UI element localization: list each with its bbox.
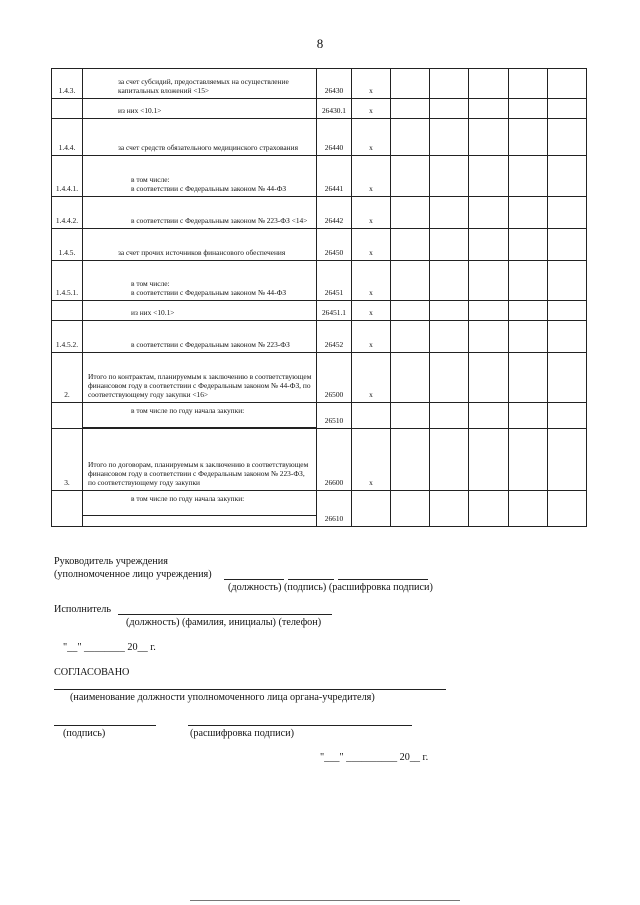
empty-cell bbox=[547, 321, 586, 353]
row-x-mark bbox=[352, 491, 391, 527]
table-row bbox=[52, 429, 587, 491]
empty-cell bbox=[430, 491, 469, 527]
row-name: Итого по договорам, планируемым к заключению в соответствующем финансовом году в соответствии с Федеральным законом № 223-ФЗ, по соответствующему году закупки bbox=[88, 460, 309, 487]
row-number bbox=[52, 301, 83, 321]
empty-cell bbox=[547, 69, 586, 99]
empty-cell bbox=[547, 261, 586, 301]
row-name: за счет субсидий, предоставляемых на осуществление капитальных вложений <15> bbox=[118, 77, 289, 95]
row-name-cell bbox=[83, 353, 317, 403]
row-number bbox=[52, 403, 83, 429]
empty-cell bbox=[391, 403, 430, 429]
row-number bbox=[52, 491, 83, 527]
empty-cell bbox=[508, 301, 547, 321]
empty-cell bbox=[430, 353, 469, 403]
empty-cell bbox=[469, 69, 508, 99]
empty-cell bbox=[469, 197, 508, 229]
row-code: 26510 bbox=[317, 403, 352, 429]
row-number: 1.4.5. bbox=[52, 229, 83, 261]
row-code: 26441 bbox=[317, 156, 352, 197]
table-row bbox=[52, 99, 587, 119]
row-code: 26500 bbox=[317, 353, 352, 403]
row-name-cell bbox=[83, 261, 317, 301]
row-number: 1.4.4. bbox=[52, 119, 83, 156]
empty-cell bbox=[430, 99, 469, 119]
row-name-cell bbox=[83, 491, 317, 527]
empty-cell bbox=[547, 353, 586, 403]
empty-cell bbox=[430, 229, 469, 261]
row-name-cell bbox=[83, 197, 317, 229]
empty-cell bbox=[508, 261, 547, 301]
approved-signature-line bbox=[54, 725, 156, 726]
row-name: из них <10.1> bbox=[118, 106, 162, 115]
empty-cell bbox=[547, 119, 586, 156]
empty-cell bbox=[391, 261, 430, 301]
row-x-mark: х bbox=[352, 353, 391, 403]
approved-position-line bbox=[54, 689, 446, 690]
head-label-2: (уполномоченное лицо учреждения) bbox=[54, 569, 212, 580]
row-code: 26442 bbox=[317, 197, 352, 229]
row-x-mark: х bbox=[352, 301, 391, 321]
row-name: за счет прочих источников финансового обеспечения bbox=[118, 248, 286, 257]
approved-caption: (наименование должности уполномоченного лица органа-учредителя) bbox=[70, 692, 375, 703]
table-row bbox=[52, 403, 587, 429]
approved-decode-line bbox=[188, 725, 412, 726]
empty-cell bbox=[547, 229, 586, 261]
row-name-cell bbox=[83, 119, 317, 156]
sign-caption: (подпись) bbox=[63, 728, 106, 739]
row-x-mark: х bbox=[352, 429, 391, 491]
approved-heading: СОГЛАСОВАНО bbox=[54, 667, 130, 678]
table-row bbox=[52, 261, 587, 301]
page-number: 8 bbox=[316, 36, 324, 51]
empty-cell bbox=[391, 69, 430, 99]
row-name: Итого по контрактам, планируемым к заключению в соответствующем финансовом году в соответствии с Федеральным законом № 44-ФЗ, по соответствующему году закупки <16> bbox=[88, 372, 312, 399]
head-signature-line bbox=[288, 579, 334, 580]
row-name: за счет средств обязательного медицинского страхования bbox=[118, 143, 298, 152]
empty-cell bbox=[508, 491, 547, 527]
empty-cell bbox=[469, 429, 508, 491]
empty-cell bbox=[547, 156, 586, 197]
row-x-mark: х bbox=[352, 261, 391, 301]
row-x-mark: х bbox=[352, 119, 391, 156]
empty-cell bbox=[469, 403, 508, 429]
empty-cell bbox=[430, 403, 469, 429]
empty-cell bbox=[391, 229, 430, 261]
row-code: 26450 bbox=[317, 229, 352, 261]
empty-cell bbox=[508, 353, 547, 403]
head-position-line bbox=[224, 579, 284, 580]
empty-cell bbox=[469, 261, 508, 301]
row-x-mark: х bbox=[352, 197, 391, 229]
date-2: "___" __________ 20__ г. bbox=[320, 752, 429, 763]
empty-cell bbox=[547, 429, 586, 491]
empty-cell bbox=[508, 229, 547, 261]
row-name: в соответствии с Федеральным законом № 223-ФЗ <14> bbox=[131, 216, 308, 225]
empty-cell bbox=[391, 197, 430, 229]
row-name-cell bbox=[83, 403, 317, 429]
row-x-mark bbox=[352, 403, 391, 429]
row-code: 26430 bbox=[317, 69, 352, 99]
empty-cell bbox=[547, 491, 586, 527]
row-number: 1.4.3. bbox=[52, 69, 83, 99]
row-name-cell bbox=[83, 69, 317, 99]
row-name-cell bbox=[83, 156, 317, 197]
row-number: 2. bbox=[52, 353, 83, 403]
row-name: в том числе: в соответствии с Федеральным законом № 44-ФЗ bbox=[131, 175, 287, 193]
empty-cell bbox=[508, 69, 547, 99]
table-row bbox=[52, 321, 587, 353]
row-number: 1.4.4.1. bbox=[52, 156, 83, 197]
table-row bbox=[52, 197, 587, 229]
row-number: 1.4.4.2. bbox=[52, 197, 83, 229]
empty-cell bbox=[469, 353, 508, 403]
row-name-cell bbox=[83, 429, 317, 491]
empty-cell bbox=[469, 321, 508, 353]
empty-cell bbox=[430, 301, 469, 321]
row-x-mark: х bbox=[352, 156, 391, 197]
empty-cell bbox=[391, 429, 430, 491]
table-row bbox=[52, 119, 587, 156]
empty-cell bbox=[430, 429, 469, 491]
head-label-1: Руководитель учреждения bbox=[54, 556, 168, 567]
row-code: 26452 bbox=[317, 321, 352, 353]
empty-cell bbox=[508, 99, 547, 119]
row-code: 26440 bbox=[317, 119, 352, 156]
empty-cell bbox=[430, 69, 469, 99]
empty-cell bbox=[508, 119, 547, 156]
row-name-cell bbox=[83, 301, 317, 321]
empty-cell bbox=[430, 321, 469, 353]
table-row bbox=[52, 353, 587, 403]
table-row bbox=[52, 69, 587, 99]
empty-cell bbox=[430, 156, 469, 197]
row-x-mark: х bbox=[352, 69, 391, 99]
row-x-mark: х bbox=[352, 321, 391, 353]
row-name: в том числе: в соответствии с Федеральным законом № 44-ФЗ bbox=[131, 279, 287, 297]
executor-caption: (должность) (фамилия, инициалы) (телефон) bbox=[126, 617, 322, 628]
row-number bbox=[52, 99, 83, 119]
table-row bbox=[52, 229, 587, 261]
empty-cell bbox=[469, 229, 508, 261]
row-code: 26610 bbox=[317, 491, 352, 527]
executor-line bbox=[118, 614, 332, 615]
empty-cell bbox=[391, 301, 430, 321]
empty-cell bbox=[391, 321, 430, 353]
empty-cell bbox=[391, 119, 430, 156]
row-code: 26451.1 bbox=[317, 301, 352, 321]
empty-cell bbox=[391, 99, 430, 119]
empty-cell bbox=[430, 197, 469, 229]
empty-cell bbox=[508, 321, 547, 353]
table-row bbox=[52, 301, 587, 321]
empty-cell bbox=[469, 301, 508, 321]
executor-label: Исполнитель bbox=[54, 604, 111, 615]
empty-cell bbox=[469, 491, 508, 527]
empty-cell bbox=[547, 403, 586, 429]
row-number: 1.4.5.2. bbox=[52, 321, 83, 353]
head-caption: (должность) (подпись) (расшифровка подписи) bbox=[228, 582, 433, 593]
row-name-cell bbox=[83, 321, 317, 353]
row-x-mark: х bbox=[352, 229, 391, 261]
row-x-mark: х bbox=[352, 99, 391, 119]
row-name-cell bbox=[83, 229, 317, 261]
row-code: 26430.1 bbox=[317, 99, 352, 119]
empty-cell bbox=[391, 156, 430, 197]
empty-cell bbox=[547, 99, 586, 119]
empty-cell bbox=[430, 119, 469, 156]
empty-cell bbox=[469, 156, 508, 197]
table-row bbox=[52, 491, 587, 527]
row-code: 26451 bbox=[317, 261, 352, 301]
empty-cell bbox=[508, 403, 547, 429]
empty-cell bbox=[508, 197, 547, 229]
page-bottom-rule bbox=[190, 900, 460, 901]
row-name: в соответствии с Федеральным законом № 223-ФЗ bbox=[131, 340, 290, 349]
row-name-cell bbox=[83, 99, 317, 119]
empty-cell bbox=[508, 156, 547, 197]
date-1: "__" ________ 20__ г. bbox=[63, 642, 156, 653]
empty-cell bbox=[547, 301, 586, 321]
empty-cell bbox=[430, 261, 469, 301]
row-number: 1.4.5.1. bbox=[52, 261, 83, 301]
empty-cell bbox=[469, 119, 508, 156]
empty-cell bbox=[547, 197, 586, 229]
financial-table bbox=[51, 68, 587, 527]
row-name: из них <10.1> bbox=[131, 308, 175, 317]
empty-cell bbox=[469, 99, 508, 119]
row-number: 3. bbox=[52, 429, 83, 491]
table-row bbox=[52, 156, 587, 197]
row-name: в том числе по году начала закупки: bbox=[83, 403, 316, 428]
head-decode-line bbox=[338, 579, 428, 580]
empty-cell bbox=[508, 429, 547, 491]
empty-cell bbox=[391, 353, 430, 403]
row-name: в том числе по году начала закупки: bbox=[83, 491, 316, 516]
empty-cell bbox=[391, 491, 430, 527]
row-code: 26600 bbox=[317, 429, 352, 491]
decode-caption: (расшифровка подписи) bbox=[190, 728, 294, 739]
